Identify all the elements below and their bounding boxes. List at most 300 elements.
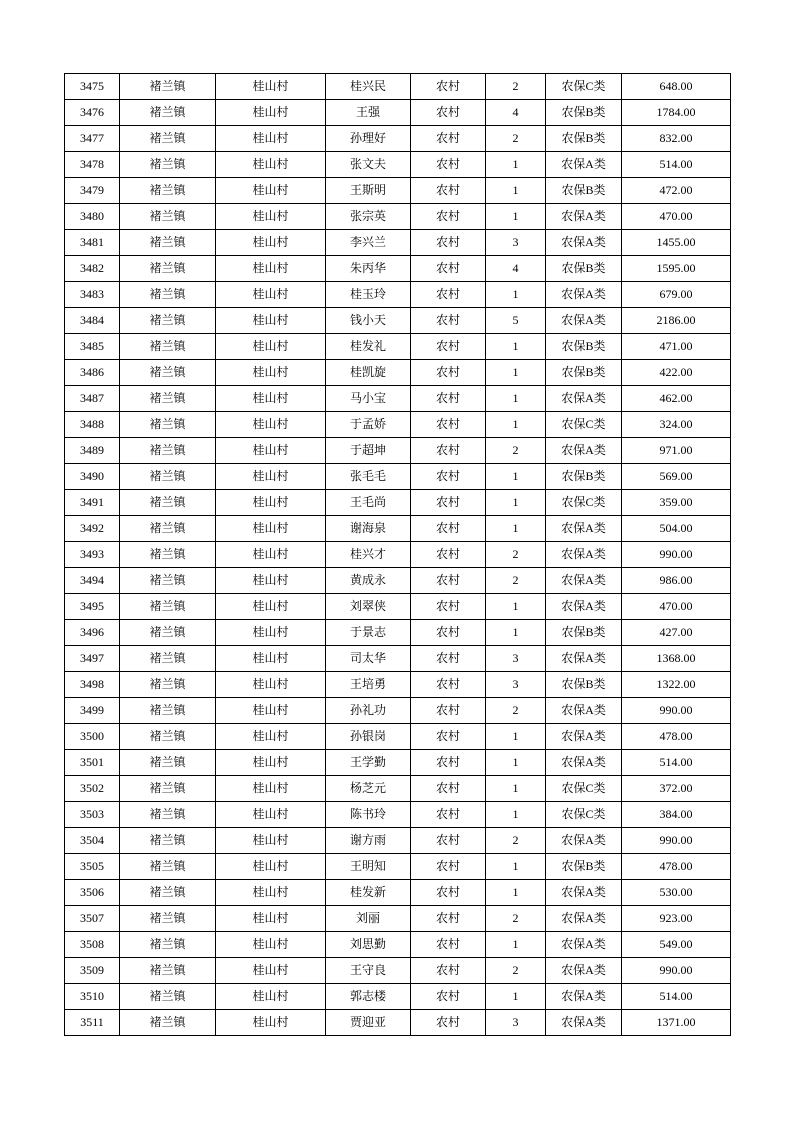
table-row: [65, 74, 731, 100]
cell-amount: 990.00: [622, 828, 731, 854]
cell-type: 农村: [411, 230, 486, 256]
cell-name: 郭志楼: [326, 984, 411, 1010]
cell-amount: 324.00: [622, 412, 731, 438]
cell-serial: 3490: [65, 464, 120, 490]
cell-amount: 1595.00: [622, 256, 731, 282]
cell-town: 褚兰镇: [120, 1010, 216, 1036]
cell-village: 桂山村: [216, 256, 326, 282]
cell-town: 褚兰镇: [120, 126, 216, 152]
cell-serial: 3500: [65, 724, 120, 750]
cell-name: 马小宝: [326, 386, 411, 412]
cell-type: 农村: [411, 360, 486, 386]
cell-type: 农村: [411, 776, 486, 802]
cell-type: 农村: [411, 646, 486, 672]
cell-amount: 1368.00: [622, 646, 731, 672]
cell-count: 3: [486, 1010, 546, 1036]
cell-village: 桂山村: [216, 204, 326, 230]
cell-category: 农保B类: [546, 334, 622, 360]
cell-serial: 3495: [65, 594, 120, 620]
table-row: [65, 126, 731, 152]
cell-category: 农保B类: [546, 126, 622, 152]
cell-amount: 462.00: [622, 386, 731, 412]
cell-amount: 1784.00: [622, 100, 731, 126]
cell-village: 桂山村: [216, 646, 326, 672]
table-row: [65, 802, 731, 828]
cell-serial: 3478: [65, 152, 120, 178]
cell-village: 桂山村: [216, 776, 326, 802]
cell-village: 桂山村: [216, 958, 326, 984]
cell-type: 农村: [411, 152, 486, 178]
table-row: [65, 932, 731, 958]
table-row: [65, 542, 731, 568]
cell-name: 孙礼功: [326, 698, 411, 724]
cell-town: 褚兰镇: [120, 100, 216, 126]
cell-category: 农保B类: [546, 360, 622, 386]
cell-amount: 470.00: [622, 594, 731, 620]
cell-type: 农村: [411, 724, 486, 750]
cell-amount: 648.00: [622, 74, 731, 100]
cell-village: 桂山村: [216, 568, 326, 594]
cell-village: 桂山村: [216, 464, 326, 490]
cell-name: 桂兴才: [326, 542, 411, 568]
cell-category: 农保A类: [546, 724, 622, 750]
cell-village: 桂山村: [216, 672, 326, 698]
cell-serial: 3505: [65, 854, 120, 880]
cell-village: 桂山村: [216, 828, 326, 854]
cell-town: 褚兰镇: [120, 750, 216, 776]
cell-town: 褚兰镇: [120, 256, 216, 282]
cell-category: 农保A类: [546, 698, 622, 724]
cell-village: 桂山村: [216, 984, 326, 1010]
cell-serial: 3498: [65, 672, 120, 698]
cell-serial: 3483: [65, 282, 120, 308]
cell-serial: 3493: [65, 542, 120, 568]
cell-town: 褚兰镇: [120, 776, 216, 802]
cell-name: 孙银岗: [326, 724, 411, 750]
cell-village: 桂山村: [216, 230, 326, 256]
cell-village: 桂山村: [216, 308, 326, 334]
table-row: [65, 984, 731, 1010]
cell-town: 褚兰镇: [120, 984, 216, 1010]
cell-category: 农保A类: [546, 230, 622, 256]
cell-count: 2: [486, 906, 546, 932]
table-row: [65, 360, 731, 386]
cell-count: 1: [486, 412, 546, 438]
cell-amount: 478.00: [622, 854, 731, 880]
cell-count: 1: [486, 282, 546, 308]
cell-name: 桂发新: [326, 880, 411, 906]
cell-town: 褚兰镇: [120, 386, 216, 412]
cell-amount: 427.00: [622, 620, 731, 646]
cell-type: 农村: [411, 126, 486, 152]
cell-serial: 3511: [65, 1010, 120, 1036]
table-row: [65, 230, 731, 256]
cell-town: 褚兰镇: [120, 542, 216, 568]
cell-name: 黄成永: [326, 568, 411, 594]
table-row: [65, 178, 731, 204]
cell-count: 1: [486, 984, 546, 1010]
cell-amount: 923.00: [622, 906, 731, 932]
cell-count: 3: [486, 230, 546, 256]
table-row: [65, 256, 731, 282]
cell-count: 1: [486, 880, 546, 906]
cell-serial: 3480: [65, 204, 120, 230]
cell-category: 农保B类: [546, 100, 622, 126]
cell-type: 农村: [411, 802, 486, 828]
table-row: [65, 334, 731, 360]
cell-amount: 569.00: [622, 464, 731, 490]
cell-serial: 3482: [65, 256, 120, 282]
cell-type: 农村: [411, 1010, 486, 1036]
cell-count: 1: [486, 490, 546, 516]
cell-amount: 990.00: [622, 958, 731, 984]
cell-village: 桂山村: [216, 854, 326, 880]
cell-serial: 3504: [65, 828, 120, 854]
cell-town: 褚兰镇: [120, 282, 216, 308]
beneficiary-table: [64, 73, 731, 1036]
cell-count: 2: [486, 74, 546, 100]
cell-amount: 514.00: [622, 152, 731, 178]
cell-town: 褚兰镇: [120, 828, 216, 854]
cell-type: 农村: [411, 854, 486, 880]
cell-count: 1: [486, 620, 546, 646]
cell-category: 农保B类: [546, 854, 622, 880]
cell-count: 2: [486, 126, 546, 152]
cell-count: 5: [486, 308, 546, 334]
cell-type: 农村: [411, 880, 486, 906]
cell-name: 王明知: [326, 854, 411, 880]
table-body: [65, 74, 731, 1036]
cell-name: 张文夫: [326, 152, 411, 178]
cell-count: 1: [486, 204, 546, 230]
cell-count: 1: [486, 932, 546, 958]
cell-amount: 990.00: [622, 698, 731, 724]
cell-type: 农村: [411, 256, 486, 282]
cell-name: 陈书玲: [326, 802, 411, 828]
table-row: [65, 776, 731, 802]
cell-category: 农保C类: [546, 74, 622, 100]
cell-village: 桂山村: [216, 724, 326, 750]
cell-amount: 372.00: [622, 776, 731, 802]
cell-town: 褚兰镇: [120, 646, 216, 672]
cell-name: 孙理好: [326, 126, 411, 152]
cell-category: 农保A类: [546, 932, 622, 958]
cell-type: 农村: [411, 204, 486, 230]
cell-village: 桂山村: [216, 594, 326, 620]
table-row: [65, 464, 731, 490]
cell-category: 农保B类: [546, 620, 622, 646]
cell-name: 于景志: [326, 620, 411, 646]
cell-serial: 3485: [65, 334, 120, 360]
cell-name: 刘丽: [326, 906, 411, 932]
cell-serial: 3508: [65, 932, 120, 958]
cell-village: 桂山村: [216, 698, 326, 724]
cell-village: 桂山村: [216, 74, 326, 100]
cell-type: 农村: [411, 594, 486, 620]
cell-category: 农保C类: [546, 802, 622, 828]
cell-type: 农村: [411, 412, 486, 438]
cell-town: 褚兰镇: [120, 698, 216, 724]
cell-type: 农村: [411, 74, 486, 100]
cell-name: 桂发礼: [326, 334, 411, 360]
cell-amount: 472.00: [622, 178, 731, 204]
table-row: [65, 698, 731, 724]
cell-village: 桂山村: [216, 178, 326, 204]
cell-category: 农保A类: [546, 906, 622, 932]
cell-town: 褚兰镇: [120, 152, 216, 178]
cell-amount: 990.00: [622, 542, 731, 568]
cell-count: 4: [486, 100, 546, 126]
cell-category: 农保B类: [546, 464, 622, 490]
cell-type: 农村: [411, 438, 486, 464]
cell-name: 贾迎亚: [326, 1010, 411, 1036]
cell-town: 褚兰镇: [120, 334, 216, 360]
cell-serial: 3499: [65, 698, 120, 724]
cell-count: 1: [486, 152, 546, 178]
cell-serial: 3484: [65, 308, 120, 334]
cell-name: 桂兴民: [326, 74, 411, 100]
table-row: [65, 490, 731, 516]
cell-town: 褚兰镇: [120, 230, 216, 256]
cell-serial: 3488: [65, 412, 120, 438]
table-row: [65, 204, 731, 230]
cell-count: 4: [486, 256, 546, 282]
table-row: [65, 880, 731, 906]
table-row: [65, 594, 731, 620]
cell-type: 农村: [411, 984, 486, 1010]
cell-village: 桂山村: [216, 386, 326, 412]
cell-count: 2: [486, 568, 546, 594]
cell-town: 褚兰镇: [120, 464, 216, 490]
cell-category: 农保A类: [546, 984, 622, 1010]
table-row: [65, 906, 731, 932]
cell-name: 于孟娇: [326, 412, 411, 438]
cell-serial: 3509: [65, 958, 120, 984]
cell-village: 桂山村: [216, 282, 326, 308]
cell-category: 农保C类: [546, 412, 622, 438]
cell-count: 1: [486, 802, 546, 828]
cell-type: 农村: [411, 490, 486, 516]
cell-town: 褚兰镇: [120, 178, 216, 204]
table-row: [65, 308, 731, 334]
cell-village: 桂山村: [216, 126, 326, 152]
cell-name: 王毛尚: [326, 490, 411, 516]
cell-count: 3: [486, 672, 546, 698]
cell-category: 农保B类: [546, 178, 622, 204]
table-row: [65, 672, 731, 698]
cell-name: 杨芝元: [326, 776, 411, 802]
cell-serial: 3487: [65, 386, 120, 412]
cell-amount: 478.00: [622, 724, 731, 750]
cell-serial: 3494: [65, 568, 120, 594]
cell-category: 农保A类: [546, 828, 622, 854]
cell-village: 桂山村: [216, 932, 326, 958]
cell-count: 1: [486, 386, 546, 412]
cell-type: 农村: [411, 698, 486, 724]
cell-town: 褚兰镇: [120, 802, 216, 828]
cell-category: 农保A类: [546, 1010, 622, 1036]
cell-serial: 3497: [65, 646, 120, 672]
cell-serial: 3479: [65, 178, 120, 204]
cell-type: 农村: [411, 100, 486, 126]
cell-village: 桂山村: [216, 542, 326, 568]
cell-type: 农村: [411, 958, 486, 984]
cell-category: 农保C类: [546, 776, 622, 802]
cell-amount: 832.00: [622, 126, 731, 152]
table-row: [65, 1010, 731, 1036]
table-row: [65, 854, 731, 880]
table-row: [65, 386, 731, 412]
cell-town: 褚兰镇: [120, 438, 216, 464]
cell-serial: 3489: [65, 438, 120, 464]
table-row: [65, 438, 731, 464]
cell-village: 桂山村: [216, 620, 326, 646]
cell-category: 农保B类: [546, 672, 622, 698]
cell-count: 1: [486, 750, 546, 776]
cell-town: 褚兰镇: [120, 568, 216, 594]
cell-town: 褚兰镇: [120, 360, 216, 386]
cell-category: 农保A类: [546, 646, 622, 672]
cell-amount: 470.00: [622, 204, 731, 230]
cell-name: 谢海泉: [326, 516, 411, 542]
cell-name: 张毛毛: [326, 464, 411, 490]
cell-category: 农保C类: [546, 490, 622, 516]
cell-name: 谢方雨: [326, 828, 411, 854]
cell-name: 司太华: [326, 646, 411, 672]
cell-name: 张宗英: [326, 204, 411, 230]
cell-amount: 1371.00: [622, 1010, 731, 1036]
table-row: [65, 516, 731, 542]
cell-amount: 514.00: [622, 750, 731, 776]
cell-type: 农村: [411, 516, 486, 542]
cell-category: 农保A类: [546, 204, 622, 230]
cell-type: 农村: [411, 620, 486, 646]
table-row: [65, 724, 731, 750]
cell-amount: 471.00: [622, 334, 731, 360]
cell-amount: 986.00: [622, 568, 731, 594]
cell-category: 农保A类: [546, 282, 622, 308]
cell-amount: 504.00: [622, 516, 731, 542]
cell-amount: 530.00: [622, 880, 731, 906]
cell-count: 1: [486, 776, 546, 802]
cell-town: 褚兰镇: [120, 516, 216, 542]
cell-serial: 3496: [65, 620, 120, 646]
cell-town: 褚兰镇: [120, 620, 216, 646]
cell-category: 农保A类: [546, 594, 622, 620]
cell-town: 褚兰镇: [120, 932, 216, 958]
cell-type: 农村: [411, 334, 486, 360]
cell-name: 王培勇: [326, 672, 411, 698]
cell-amount: 1455.00: [622, 230, 731, 256]
cell-category: 农保A类: [546, 152, 622, 178]
cell-serial: 3481: [65, 230, 120, 256]
cell-town: 褚兰镇: [120, 594, 216, 620]
cell-village: 桂山村: [216, 516, 326, 542]
cell-name: 桂玉玲: [326, 282, 411, 308]
cell-village: 桂山村: [216, 152, 326, 178]
cell-village: 桂山村: [216, 750, 326, 776]
cell-village: 桂山村: [216, 1010, 326, 1036]
cell-category: 农保A类: [546, 516, 622, 542]
cell-village: 桂山村: [216, 906, 326, 932]
cell-category: 农保A类: [546, 880, 622, 906]
cell-serial: 3506: [65, 880, 120, 906]
cell-serial: 3476: [65, 100, 120, 126]
cell-type: 农村: [411, 828, 486, 854]
cell-serial: 3486: [65, 360, 120, 386]
table-row: [65, 152, 731, 178]
cell-town: 褚兰镇: [120, 308, 216, 334]
cell-amount: 422.00: [622, 360, 731, 386]
cell-type: 农村: [411, 464, 486, 490]
cell-serial: 3510: [65, 984, 120, 1010]
table-row: [65, 750, 731, 776]
cell-village: 桂山村: [216, 334, 326, 360]
cell-village: 桂山村: [216, 100, 326, 126]
cell-name: 王强: [326, 100, 411, 126]
cell-town: 褚兰镇: [120, 958, 216, 984]
cell-serial: 3491: [65, 490, 120, 516]
cell-town: 褚兰镇: [120, 490, 216, 516]
cell-name: 李兴兰: [326, 230, 411, 256]
cell-category: 农保A类: [546, 568, 622, 594]
cell-village: 桂山村: [216, 802, 326, 828]
cell-amount: 1322.00: [622, 672, 731, 698]
cell-name: 钱小天: [326, 308, 411, 334]
cell-town: 褚兰镇: [120, 204, 216, 230]
cell-town: 褚兰镇: [120, 412, 216, 438]
cell-town: 褚兰镇: [120, 672, 216, 698]
cell-village: 桂山村: [216, 438, 326, 464]
cell-type: 农村: [411, 282, 486, 308]
cell-amount: 971.00: [622, 438, 731, 464]
cell-serial: 3477: [65, 126, 120, 152]
cell-serial: 3503: [65, 802, 120, 828]
cell-type: 农村: [411, 308, 486, 334]
cell-name: 王学勤: [326, 750, 411, 776]
table-row: [65, 646, 731, 672]
cell-count: 3: [486, 646, 546, 672]
cell-count: 1: [486, 360, 546, 386]
cell-name: 桂凯旋: [326, 360, 411, 386]
cell-serial: 3492: [65, 516, 120, 542]
cell-name: 刘思勤: [326, 932, 411, 958]
cell-type: 农村: [411, 386, 486, 412]
table-row: [65, 100, 731, 126]
table-row: [65, 568, 731, 594]
cell-town: 褚兰镇: [120, 74, 216, 100]
cell-name: 刘翠侠: [326, 594, 411, 620]
cell-town: 褚兰镇: [120, 724, 216, 750]
cell-serial: 3502: [65, 776, 120, 802]
cell-town: 褚兰镇: [120, 854, 216, 880]
cell-amount: 2186.00: [622, 308, 731, 334]
cell-village: 桂山村: [216, 490, 326, 516]
cell-amount: 679.00: [622, 282, 731, 308]
cell-town: 褚兰镇: [120, 906, 216, 932]
cell-category: 农保B类: [546, 256, 622, 282]
table-row: [65, 412, 731, 438]
cell-category: 农保A类: [546, 308, 622, 334]
cell-type: 农村: [411, 542, 486, 568]
table-row: [65, 620, 731, 646]
cell-type: 农村: [411, 178, 486, 204]
cell-village: 桂山村: [216, 880, 326, 906]
cell-category: 农保A类: [546, 386, 622, 412]
cell-count: 1: [486, 724, 546, 750]
cell-category: 农保A类: [546, 542, 622, 568]
cell-village: 桂山村: [216, 360, 326, 386]
